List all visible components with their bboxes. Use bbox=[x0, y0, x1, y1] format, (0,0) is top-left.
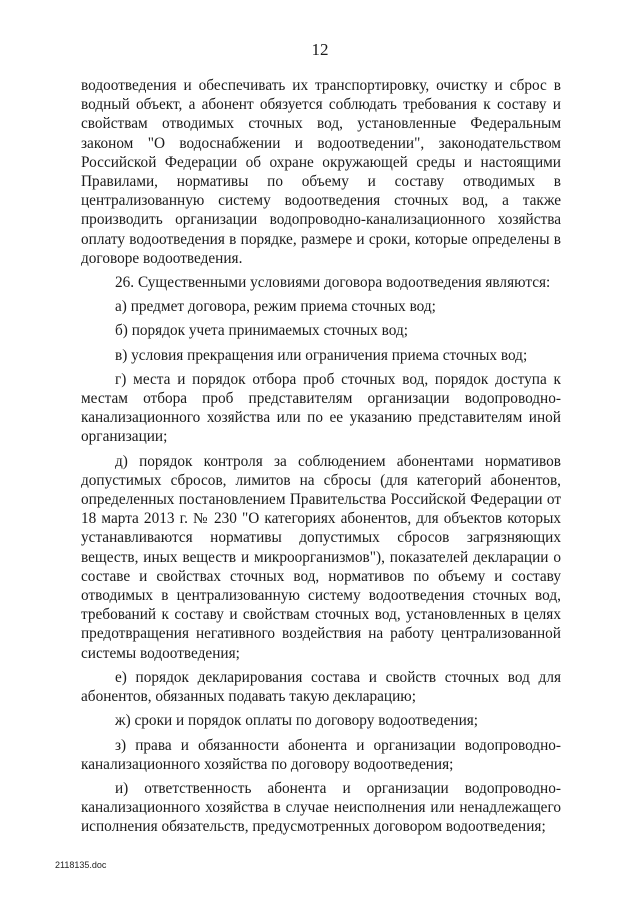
paragraph-item-a: а) предмет договора, режим приема сточных вод; bbox=[115, 298, 436, 316]
paragraph-item-g: г) места и порядок отбора проб сточных вод, порядок доступа к местам отбора проб представителям организации водопроводно-канализационного хозяйства или по ее указанию представителям иной организации; bbox=[81, 370, 561, 446]
paragraph-clause-26: 26. Существенными условиями договора водоотведения являются: bbox=[115, 274, 551, 292]
page-number: 12 bbox=[311, 40, 329, 59]
footer-file-name: 2118135.doc bbox=[55, 860, 107, 870]
paragraph-item-b: б) порядок учета принимаемых сточных вод; bbox=[115, 322, 409, 340]
paragraph-item-i: и) ответственность абонента и организации водопроводно-канализационного хозяйства в случае неисполнения или ненадлежащего исполнения обязательств, предусмотренных договором водоотведения; bbox=[81, 779, 561, 836]
paragraph-item-zh: ж) сроки и порядок оплаты по договору водоотведения; bbox=[115, 712, 479, 730]
paragraph-item-v: в) условия прекращения или ограничения приема сточных вод; bbox=[115, 346, 528, 364]
document-body bbox=[81, 76, 561, 842]
paragraph-item-e: е) порядок декларирования состава и свойств сточных вод для абонентов, обязанных подавать такую декларацию; bbox=[81, 668, 561, 706]
paragraph-continuation: водоотведения и обеспечивать их транспортировку, очистку и сброс в водный объект, а абонент обязуется соблюдать требования к составу и свойствам отводимых сточных вод, установленные Федеральным законом "О водоснабжении и водоотведении", законодательством Российской Федерации об охране окружающей среды и настоящими Правилами, нормативы по объему и составу отводимых в централизованную систему водоотведения сточных вод, а также производить организации водопроводно-канализационного хозяйства оплату водоотведения в порядке, размере и сроки, которые определены в договоре водоотведения. bbox=[81, 77, 561, 267]
paragraph-item-z: з) права и обязанности абонента и организации водопроводно-канализационного хозяйства по договору водоотведения; bbox=[81, 736, 561, 773]
paragraph-item-d: д) порядок контроля за соблюдением абонентами нормативов допустимых сбросов, лимитов на сбросы (для категорий абонентов, определенных постановлением Правительства Российской Федерации от 18 марта 2013 г. № 230 "О категориях абонентов, для объектов которых устанавливаются нормативы допустимых сбросов загрязняющих веществ, иных веществ и микроорганизмов"), показателей декларации о составе и свойствах сточных вод, нормативов по объему и составу отводимых в централизованную систему водоотведения сточных вод, требований к составу и свойствам сточных вод, установленных в целях предотвращения негативного воздействия на работу централизованной системы водоотведения; bbox=[81, 452, 561, 662]
